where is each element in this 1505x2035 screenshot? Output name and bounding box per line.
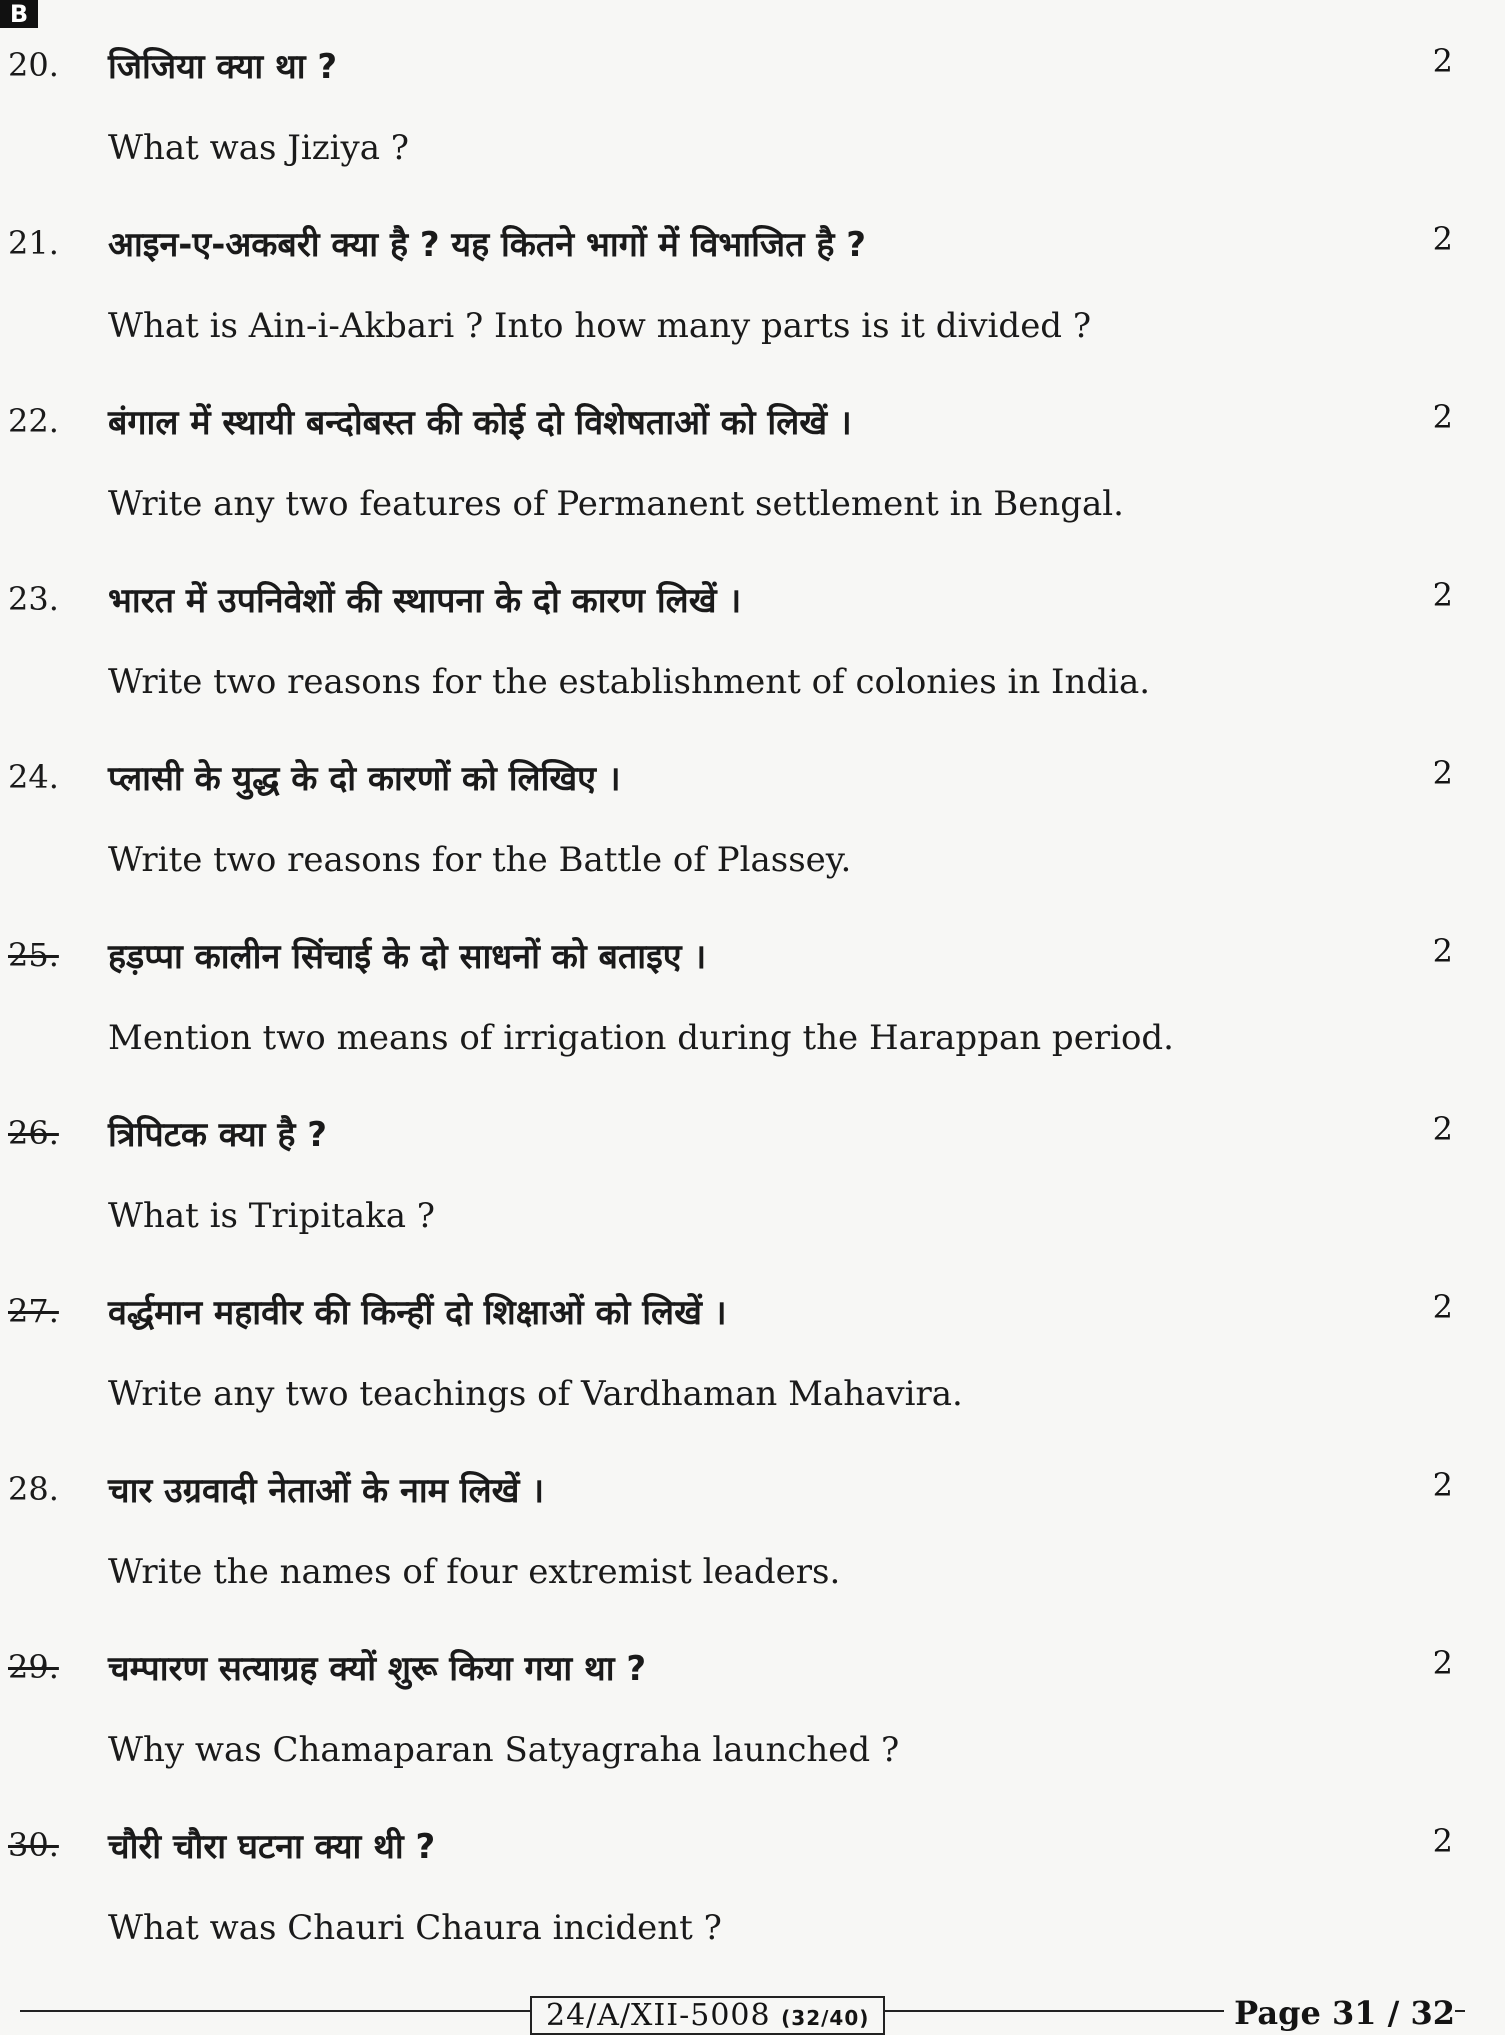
question-text-hindi: चम्पारण सत्याग्रह क्यों शुरू किया गया था ? — [108, 1649, 647, 1689]
question-number: 27. — [8, 1292, 59, 1330]
question-marks: 2 — [1432, 220, 1453, 258]
question-text-hindi: प्लासी के युद्ध के दो कारणों को लिखिए । — [108, 759, 621, 799]
question-text-english: What is Ain-i-Akbari ? Into how many parts is it divided ? — [108, 306, 1092, 346]
question-item — [0, 1632, 1505, 1810]
page-number: Page 31 / 32 — [1224, 1994, 1455, 2032]
question-text-english: Write the names of four extremist leaders. — [108, 1552, 841, 1592]
question-item — [0, 564, 1505, 742]
question-item — [0, 1276, 1505, 1454]
question-item — [0, 742, 1505, 920]
paper-code: 24/A/XII-5008 — [546, 1998, 771, 2033]
question-marks: 2 — [1432, 42, 1453, 80]
question-text-hindi: हड़प्पा कालीन सिंचाई के दो साधनों को बताइए । — [108, 937, 707, 977]
question-item — [0, 208, 1505, 386]
question-text-english: Mention two means of irrigation during the Harappan period. — [108, 1018, 1174, 1058]
question-text-english: Write any two features of Permanent settlement in Bengal. — [108, 484, 1124, 524]
question-marks: 2 — [1432, 1644, 1453, 1682]
question-text-hindi: जिजिया क्या था ? — [108, 47, 338, 87]
question-number: 26. — [8, 1114, 59, 1152]
question-text-english: What was Jiziya ? — [108, 128, 410, 168]
question-marks: 2 — [1432, 932, 1453, 970]
question-text-hindi: भारत में उपनिवेशों की स्थापना के दो कारण लिखें । — [108, 581, 742, 621]
question-text-hindi: चौरी चौरा घटना क्या थी ? — [108, 1827, 436, 1867]
question-item — [0, 386, 1505, 564]
question-item — [0, 1098, 1505, 1276]
question-marks: 2 — [1432, 1110, 1453, 1148]
question-text-hindi: चार उग्रवादी नेताओं के नाम लिखें । — [108, 1471, 545, 1511]
question-text-english: Write two reasons for the Battle of Plassey. — [108, 840, 852, 880]
question-number: 20. — [8, 46, 59, 84]
question-number: 29. — [8, 1648, 59, 1686]
question-text-hindi: त्रिपिटक क्या है ? — [108, 1115, 327, 1155]
question-number: 23. — [8, 580, 59, 618]
question-text-english: What was Chauri Chaura incident ? — [108, 1908, 722, 1948]
question-item — [0, 1454, 1505, 1632]
question-text-english: Why was Chamaparan Satyagraha launched ? — [108, 1730, 900, 1770]
question-marks: 2 — [1432, 398, 1453, 436]
question-number: 22. — [8, 402, 59, 440]
question-number: 24. — [8, 758, 59, 796]
question-text-english: Write any two teachings of Vardhaman Mahavira. — [108, 1374, 963, 1414]
question-text-hindi: आइन-ए-अकबरी क्या है ? यह कितने भागों में विभाजित है ? — [108, 225, 866, 265]
question-text-english: What is Tripitaka ? — [108, 1196, 436, 1236]
question-marks: 2 — [1432, 1822, 1453, 1860]
question-number: 28. — [8, 1470, 59, 1508]
question-item — [0, 30, 1505, 208]
paper-code-box — [530, 1996, 885, 2035]
question-marks: 2 — [1432, 576, 1453, 614]
question-text-english: Write two reasons for the establishment of colonies in India. — [108, 662, 1151, 702]
question-text-hindi: बंगाल में स्थायी बन्दोबस्त की कोई दो विशेषताओं को लिखें । — [108, 403, 852, 443]
question-text-hindi: वर्द्धमान महावीर की किन्हीं दो शिक्षाओं को लिखें । — [108, 1293, 727, 1333]
question-list — [0, 30, 1505, 1988]
paper-code-suffix: (32/40) — [781, 2006, 870, 2030]
question-marks: 2 — [1432, 1288, 1453, 1326]
question-marks: 2 — [1432, 754, 1453, 792]
section-corner-tag: B — [0, 0, 38, 28]
question-item — [0, 1810, 1505, 1988]
question-number: 21. — [8, 224, 59, 262]
question-number: 30. — [8, 1826, 59, 1864]
question-marks: 2 — [1432, 1466, 1453, 1504]
question-item — [0, 920, 1505, 1098]
question-number: 25. — [8, 936, 59, 974]
